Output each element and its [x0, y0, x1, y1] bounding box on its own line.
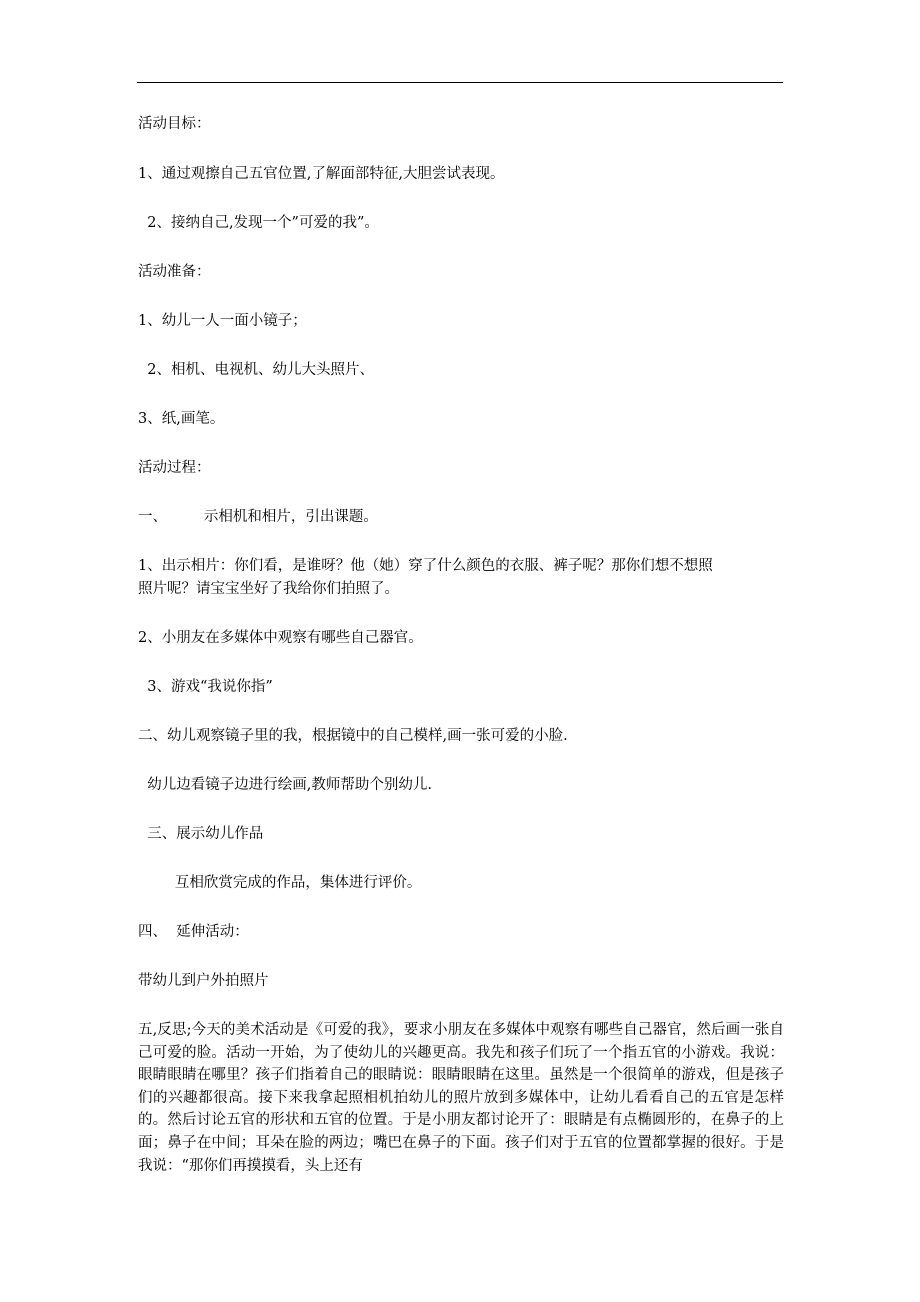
reflection-paragraph: 五,反思;今天的美术活动是《可爱的我》，要求小朋友在多媒体中观察有哪些自己器官，然后画一张自己可爱的脸。活动一开始，为了使幼儿的兴趣更高。我先和孩子们玩了一个指五官的小游戏。我说：眼睛眼睛在哪里？孩子们指着自己的眼睛说：眼睛眼睛在这里。虽然是一个很简单的游戏，但是孩子们的兴趣都很高。接下来我拿起照相机拍幼儿的照片放到多媒体中，让幼儿看看自己的五官是怎样的。然后讨论五官的形状和五官的位置。于是小朋友都讨论开了：眼睛是有点椭圆形的，在鼻子的上面；鼻子在中间；耳朵在脸的两边；嘴巴在鼻子的下面。孩子们对于五官的位置都掌握的很好。于是我说：“那你们再摸摸看，头上还有	[138, 1022, 784, 1174]
process-3-detail: 互相欣赏完成的作品，集体进行评价。	[138, 875, 422, 891]
prep-2: 2、相机、电视机、幼儿大头照片、	[138, 362, 374, 378]
process-step-1: 一、 示相机和相片，引出课题。	[138, 509, 378, 525]
process-1-2: 2、小朋友在多媒体中观察有哪些自己器官。	[138, 630, 423, 646]
process-step-4: 四、 延伸活动：	[138, 924, 249, 940]
process-1-3: 3、游戏“我说你指”	[138, 679, 273, 695]
process-step-3: 三、展示幼儿作品	[138, 826, 264, 842]
process-1-1-line1: 1、出示相片：你们看，是谁呀？他（她）穿了什么颜色的衣服、裤子呢？那你们想不想照	[138, 558, 713, 574]
process-step-2: 二、幼儿观察镜子里的我，根据镜中的自己模样,画一张可爱的小脸.	[138, 728, 568, 744]
prep-1: 1、幼儿一人一面小镜子；	[138, 313, 307, 329]
process-4-detail: 带幼儿到户外拍照片	[138, 973, 269, 989]
heading-preparation: 活动准备：	[138, 264, 211, 280]
goal-2: 2、接纳自己,发现一个”可爱的我”。	[138, 215, 379, 231]
process-2-detail: 幼儿边看镜子边进行绘画,教师帮助个别幼儿.	[138, 777, 432, 793]
header-rule	[137, 82, 783, 83]
goal-1: 1、通过观擦自己五官位置,了解面部特征,大胆尝试表现。	[138, 166, 505, 182]
heading-process: 活动过程：	[138, 460, 211, 476]
heading-goals: 活动目标：	[138, 116, 211, 132]
prep-3: 3、纸,画笔。	[138, 411, 225, 427]
process-1-1-line2: 照片呢？请宝宝坐好了我给你们拍照了。	[138, 581, 399, 597]
